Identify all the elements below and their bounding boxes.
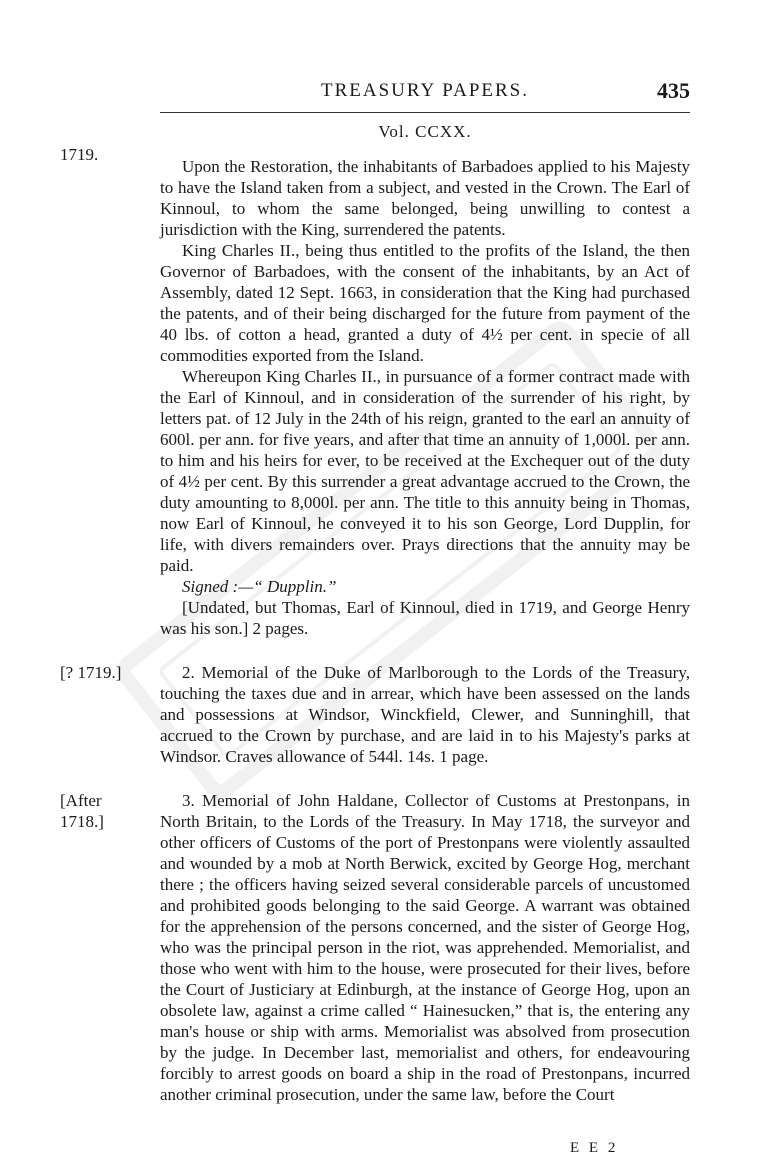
signature-mark: E E 2	[570, 1140, 619, 1156]
entry-1-paragraph: Upon the Restoration, the inhabitants of Barbadoes applied to his Majesty to have the Island taken from a subject, and vested in the Crown. The Earl of Kinnoul, to whom the same belonged, being unwilling to contest a jurisdiction with the King, surrendered the patents.	[160, 157, 690, 239]
entry-2	[160, 662, 690, 767]
entry-1-paragraph: Whereupon King Charles II., in pursuance of a former contract made with the Earl of Kinnoul, and in consideration of the surrender of his right, by letters pat. of 12 July in the 24th of his reign, granted to the earl an annuity of 600l. per ann. for five years, and after that time an annuity of 1,000l. per ann. to him and his heirs for ever, to be received at the Exchequer out of the duty of 4½ per cent. By this surrender a great advantage accrued to the Crown, the duty amounting to 8,000l. per ann. The title to this annuity being in Thomas, now Earl of Kinnoul, he conveyed it to his son George, Lord Dupplin, for life, with divers remainders over. Prays directions that the annuity may be paid.	[160, 367, 690, 575]
entry-1-signature: Signed :—“ Dupplin.”	[182, 577, 337, 596]
entry-1-paragraph: King Charles II., being thus entitled to the profits of the Island, the then Governor of Barbadoes, with the consent of the inhabitants, by an Act of Assembly, dated 12 Sept. 1663, in consideration that the King had purchased the patents, and of their being discharged for the future from payment of the 40 lbs. of cotton a head, granted a duty of 4½ per cent. in specie of all commodities exported from the Island.	[160, 241, 690, 365]
header-rule	[160, 112, 690, 113]
page-number: 435	[657, 78, 690, 103]
entry-1-note: [Undated, but Thomas, Earl of Kinnoul, died in 1719, and George Henry was his son.] 2 pages.	[160, 598, 690, 638]
margin-date: [? 1719.]	[60, 663, 122, 682]
running-head: TREASURY PAPERS.	[321, 80, 529, 101]
entry-3-text: 3. Memorial of John Haldane, Collector of Customs at Prestonpans, in North Britain, to the Lords of the Treasury. In May 1718, the surveyor and other officers of Customs of the port of Prestonpans were violently assaulted and wounded by a mob at North Berwick, excited by George Hog, merchant there ; the officers having seized several considerable parcels of uncustomed and prohibited goods belonging to the said George. A warrant was obtained for the apprehension of the persons concerned, and the sister of George Hog, who was the principal person in the riot, was apprehended. Memorialist, and those who went with him to the house, were prosecuted for their lives, before the Court of Justiciary at Edinburgh, at the instance of George Hog, upon an obsolete law, against a crime called “ Hainesucken,” that is, the entering any man's house or ship with arms. Memorialist was absolved from prosecution by the judge. In December last, memorialist and others, for endeavouring forcibly to arrest goods on board a ship in the road of Prestonpans, incurred another criminal prosecution, under the same law, before the Court	[160, 791, 690, 1104]
volume-heading: Vol. CCXX.	[378, 122, 472, 141]
page-header	[160, 80, 690, 108]
entry-1	[160, 156, 690, 639]
margin-date: [After 1718.]	[60, 791, 104, 831]
entry-2-text: 2. Memorial of the Duke of Marlborough to the Lords of the Treasury, touching the taxes due and in arrear, which have been assessed on the lands and possessions at Windsor, Winckfield, Clewer, and Sunninghill, that accrued to the Crown by purchase, and are laid in to his Majesty's parks at Windsor. Craves allowance of 544l. 14s. 1 page.	[160, 663, 690, 766]
entry-3	[160, 790, 690, 1105]
margin-date: 1719.	[60, 145, 99, 164]
